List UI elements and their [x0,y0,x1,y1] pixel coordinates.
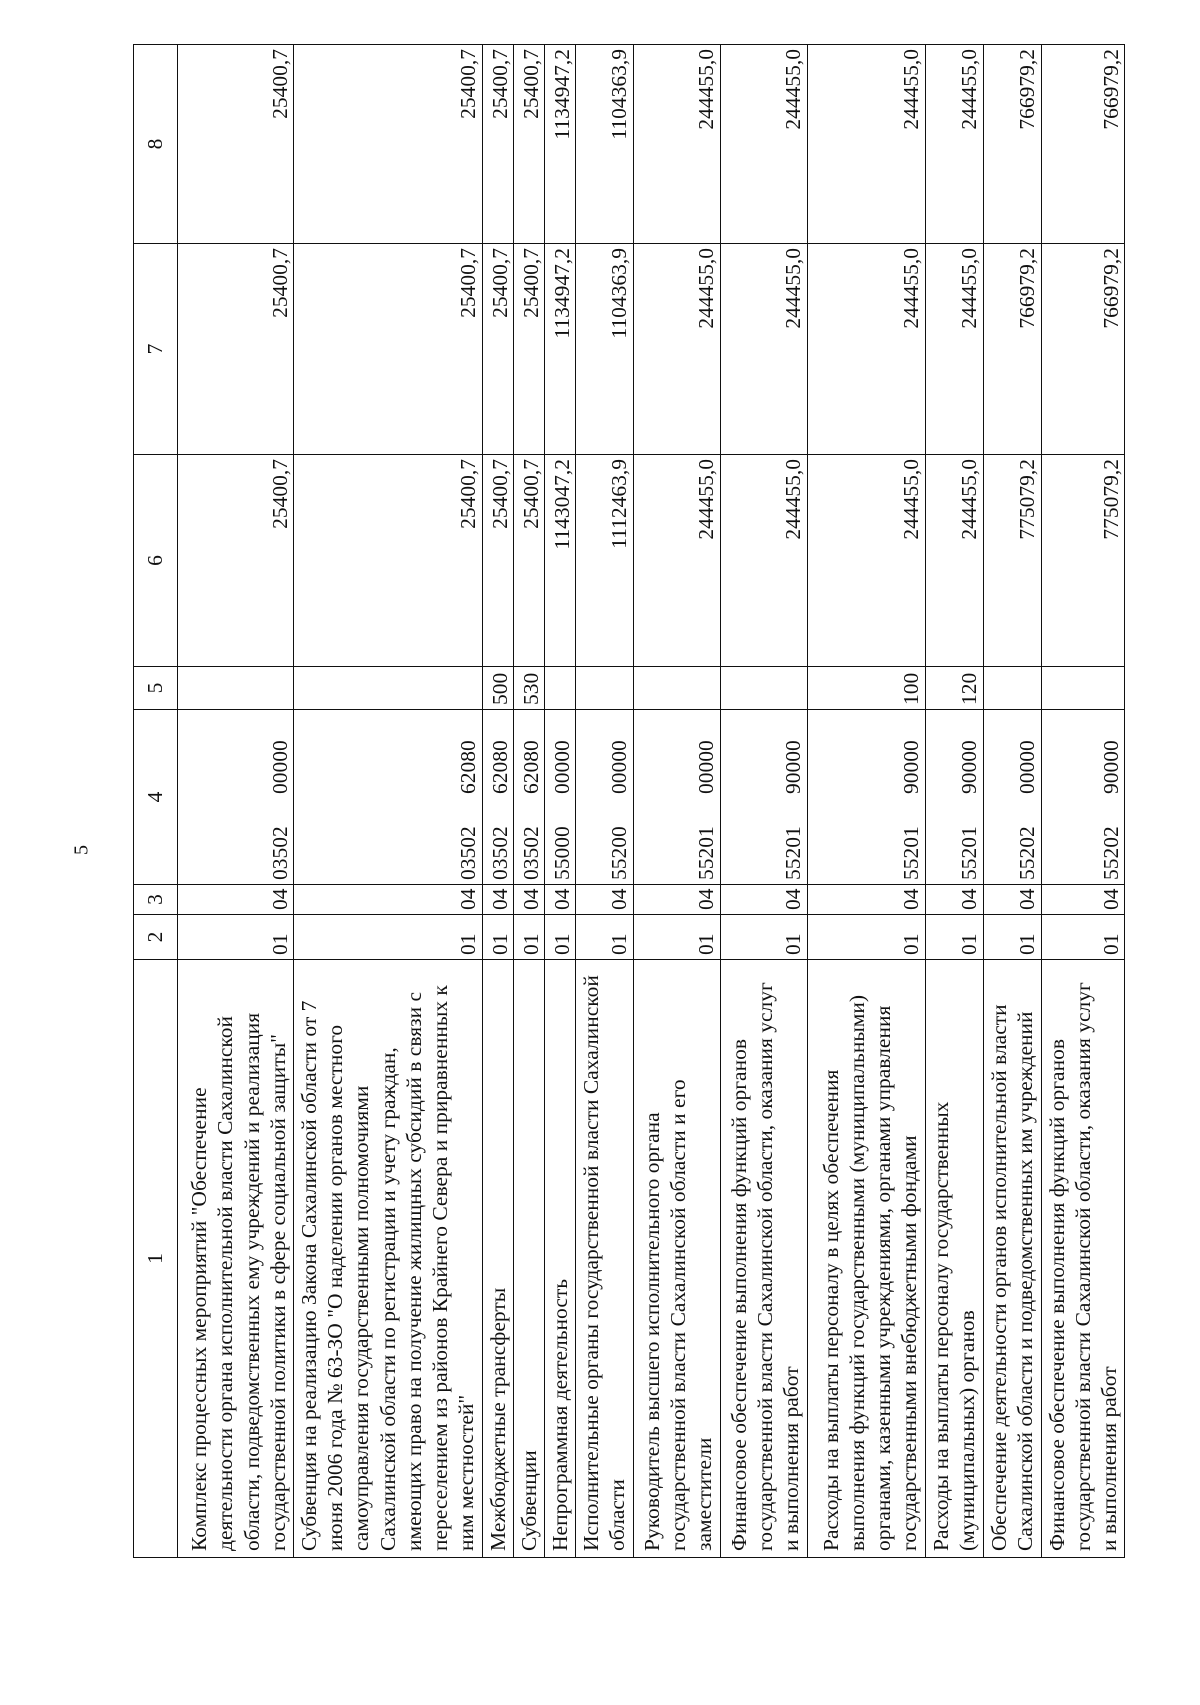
amount-col7-cell: 244455,0 [807,244,925,455]
target-code-cell [633,710,720,885]
amount-col8-cell: 244455,0 [720,45,807,244]
subsection-code-cell: 04 [983,885,1041,915]
target-code-part2: 00000 [549,740,574,794]
budget-table [133,44,1125,1558]
amount-col7-cell: 244455,0 [720,244,807,455]
target-code-cell [925,710,983,885]
target-code-part1: 55201 [899,826,924,880]
section-code-cell: 01 [983,915,1041,960]
amount-col8-cell: 244455,0 [633,45,720,244]
section-code-cell: 01 [513,915,544,960]
section-code-cell: 01 [544,915,575,960]
header-cell: 8 [134,45,178,244]
row-name-cell: Межбюджетные трансферты [482,960,513,1558]
row-name-cell: Обеспечение деятельности органов исполнительной власти Сахалинской области и подведомственных им учреждений [983,960,1041,1558]
table-row [807,45,925,1558]
table-row [720,45,807,1558]
target-code-cell [576,710,633,885]
target-code-part1: 55202 [1015,826,1040,880]
target-code-cell [807,710,925,885]
amount-col8-cell: 25400,7 [513,45,544,244]
subsection-code-cell: 04 [633,885,720,915]
subsection-code-cell: 04 [544,885,575,915]
header-cell: 4 [134,710,178,885]
target-code-cell [178,710,294,885]
page-number: 5 [70,845,93,855]
amount-col6-cell: 25400,7 [482,455,513,667]
table-row [513,45,544,1558]
table-row [544,45,575,1558]
amount-col8-cell: 25400,7 [178,45,294,244]
target-code-cell [983,710,1041,885]
row-name-cell: Расходы на выплаты персоналу государственных (муниципальных) органов [925,960,983,1558]
amount-col7-cell: 25400,7 [482,244,513,455]
row-name-cell: Финансовое обеспечение выполнения функций органов государственной власти Сахалинской области, оказания услуг и выполнения работ [1041,960,1125,1558]
header-cell: 2 [134,915,178,960]
header-row [134,45,178,1558]
target-code-cell [1041,710,1125,885]
target-code-part2: 00000 [694,740,719,794]
expense-type-cell: 530 [513,667,544,710]
target-code-cell [544,710,575,885]
target-code-cell [294,710,483,885]
subsection-code-cell: 04 [807,885,925,915]
rotated-table-container [133,45,1124,1558]
row-name-cell: Субвенции [513,960,544,1558]
row-name-cell: Финансовое обеспечение выполнения функций органов государственной власти Сахалинской области, оказания услуг и выполнения работ [720,960,807,1558]
row-name-cell: Расходы на выплаты персоналу в целях обеспечения выполнения функций государственными (муниципальными) органами, казенными учреждениями, органами управления государственными внебюджетными фондами [807,960,925,1558]
target-code-part2: 00000 [1015,740,1040,794]
section-code-cell: 01 [178,915,294,960]
target-code-part1: 55202 [1099,826,1124,880]
target-code-cell [513,710,544,885]
target-code-part1: 03502 [456,826,481,880]
amount-col8-cell: 25400,7 [482,45,513,244]
subsection-code-cell: 04 [1041,885,1125,915]
table-row [178,45,294,1558]
section-code-cell: 01 [720,915,807,960]
target-code-part2: 90000 [781,740,806,794]
expense-type-cell [178,667,294,710]
expense-type-cell [544,667,575,710]
header-cell: 7 [134,244,178,455]
amount-col8-cell: 766979,2 [1041,45,1125,244]
target-code-part2: 62080 [518,740,543,794]
row-name-cell: Исполнительные органы государственной власти Сахалинской области [576,960,633,1558]
target-code-part1: 03502 [518,826,543,880]
amount-col7-cell: 25400,7 [294,244,483,455]
amount-col7-cell: 244455,0 [925,244,983,455]
amount-col7-cell: 1134947,2 [544,244,575,455]
row-name-cell: Субвенция на реализацию Закона Сахалинской области от 7 июня 2006 года № 63-ЗО "О наделении органов местного самоуправления государственными полномочиями Сахалинской области по регистрации и учету граждан, имеющих право на получение жилищных субсидий в связи с переселением из районов Крайнего Севера и приравненных к ним местностей" [294,960,483,1558]
target-code-part1: 03502 [487,826,512,880]
target-code-cell [482,710,513,885]
subsection-code-cell: 04 [294,885,483,915]
amount-col6-cell: 1112463,9 [576,455,633,667]
expense-type-cell [720,667,807,710]
amount-col7-cell: 25400,7 [178,244,294,455]
table-row [482,45,513,1558]
table-row [633,45,720,1558]
subsection-code-cell: 04 [925,885,983,915]
subsection-code-cell: 04 [482,885,513,915]
table-row [294,45,483,1558]
table-body [134,45,1125,1558]
section-code-cell: 01 [294,915,483,960]
amount-col7-cell: 25400,7 [513,244,544,455]
amount-col7-cell: 766979,2 [983,244,1041,455]
amount-col6-cell: 244455,0 [807,455,925,667]
expense-type-cell [633,667,720,710]
amount-col6-cell: 775079,2 [983,455,1041,667]
table-row [925,45,983,1558]
target-code-part2: 00000 [607,740,632,794]
target-code-part2: 90000 [957,740,982,794]
amount-col8-cell: 1104363,9 [576,45,633,244]
section-code-cell: 01 [482,915,513,960]
subsection-code-cell: 04 [720,885,807,915]
row-name-cell: Комплекс процессных мероприятий "Обеспечение деятельности органа исполнительной власти Сахалинской области, подведомственных ему учреждений и реализация государственной политики в сфере социальной защиты" [178,960,294,1558]
amount-col6-cell: 775079,2 [1041,455,1125,667]
section-code-cell: 01 [1041,915,1125,960]
amount-col6-cell: 244455,0 [925,455,983,667]
subsection-code-cell: 04 [513,885,544,915]
target-code-part2: 90000 [1099,740,1124,794]
header-cell: 5 [134,667,178,710]
row-name-cell: Руководитель высшего исполнительного органа государственной власти Сахалинской области и его заместители [633,960,720,1558]
amount-col8-cell: 244455,0 [807,45,925,244]
amount-col7-cell: 244455,0 [633,244,720,455]
expense-type-cell [294,667,483,710]
target-code-part1: 55000 [549,826,574,880]
target-code-part2: 62080 [487,740,512,794]
expense-type-cell [1041,667,1125,710]
amount-col6-cell: 244455,0 [720,455,807,667]
target-code-part1: 55201 [694,826,719,880]
expense-type-cell: 120 [925,667,983,710]
amount-col6-cell: 25400,7 [294,455,483,667]
amount-col8-cell: 244455,0 [925,45,983,244]
expense-type-cell [576,667,633,710]
table-row [1041,45,1125,1558]
subsection-code-cell: 04 [178,885,294,915]
target-code-part1: 55201 [957,826,982,880]
target-code-part1: 55201 [781,826,806,880]
target-code-part1: 55200 [607,826,632,880]
section-code-cell: 01 [925,915,983,960]
header-cell: 1 [134,960,178,1558]
amount-col8-cell: 1134947,2 [544,45,575,244]
table-row [576,45,633,1558]
table-row [983,45,1041,1558]
subsection-code-cell: 04 [576,885,633,915]
amount-col7-cell: 766979,2 [1041,244,1125,455]
amount-col6-cell: 1143047,2 [544,455,575,667]
amount-col7-cell: 1104363,9 [576,244,633,455]
row-name-cell: Непрограммная деятельность [544,960,575,1558]
header-cell: 6 [134,455,178,667]
expense-type-cell [983,667,1041,710]
expense-type-cell: 100 [807,667,925,710]
amount-col6-cell: 25400,7 [178,455,294,667]
target-code-part2: 00000 [267,740,292,794]
section-code-cell: 01 [576,915,633,960]
amount-col8-cell: 766979,2 [983,45,1041,244]
target-code-cell [720,710,807,885]
amount-col6-cell: 25400,7 [513,455,544,667]
expense-type-cell: 500 [482,667,513,710]
target-code-part1: 03502 [267,826,292,880]
header-cell: 3 [134,885,178,915]
section-code-cell: 01 [633,915,720,960]
target-code-part2: 62080 [456,740,481,794]
target-code-part2: 90000 [899,740,924,794]
amount-col8-cell: 25400,7 [294,45,483,244]
section-code-cell: 01 [807,915,925,960]
amount-col6-cell: 244455,0 [633,455,720,667]
